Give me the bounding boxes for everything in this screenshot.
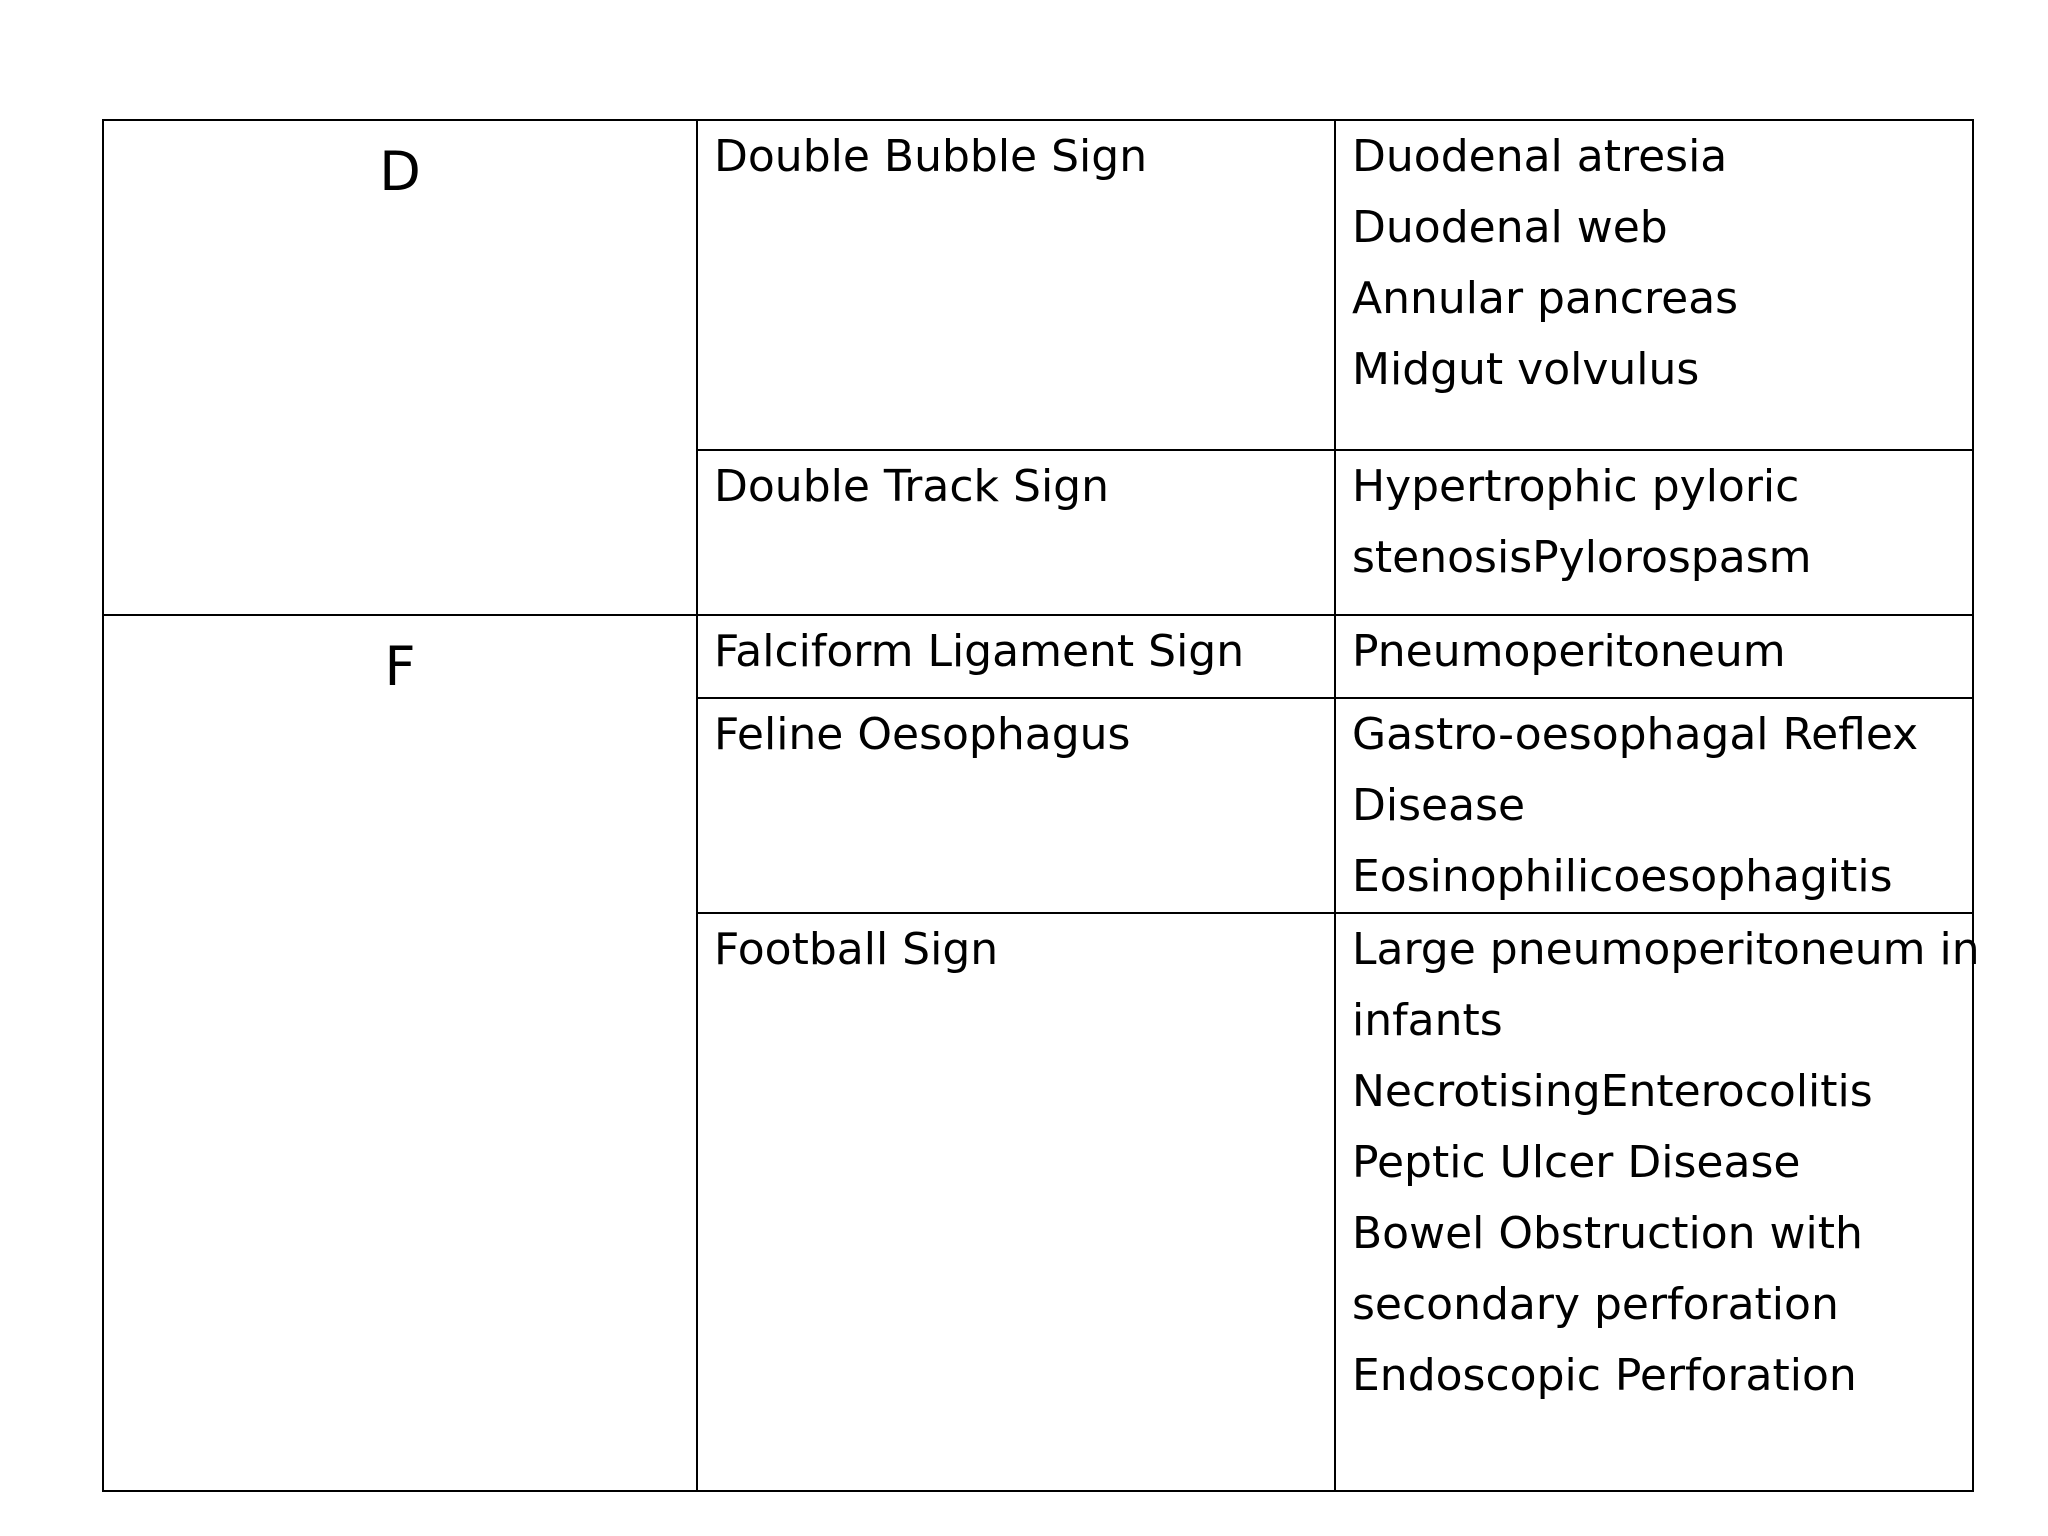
sign-name: Football Sign (714, 924, 999, 975)
cause-item: Eosinophilicoesophagitis (1352, 851, 1893, 902)
cause-item: Large pneumoperitoneum in (1352, 924, 1980, 975)
sign-cell (697, 913, 1335, 1491)
cause-item: Pneumoperitoneum (1352, 626, 1786, 677)
causes-cell (1335, 450, 1973, 615)
sign-cell (697, 450, 1335, 615)
radiology-signs-table (102, 119, 1980, 1492)
sign-cell (697, 120, 1335, 450)
sign-cell (697, 698, 1335, 913)
causes-cell (1335, 698, 1973, 913)
cause-item: Gastro-oesophagal Reflex (1352, 709, 1919, 760)
sign-name: Falciform Ligament Sign (714, 626, 1245, 677)
cause-item: Endoscopic Perforation (1352, 1350, 1857, 1401)
causes-cell (1335, 913, 1980, 1491)
cause-item: infants (1352, 995, 1503, 1046)
cause-item: Peptic Ulcer Disease (1352, 1137, 1801, 1188)
letter-cell-f (103, 615, 697, 1491)
cause-item: NecrotisingEnterocolitis (1352, 1066, 1873, 1117)
sign-name: Double Track Sign (714, 461, 1109, 512)
causes-cell (1335, 120, 1973, 450)
cause-item: secondary perforation (1352, 1279, 1839, 1330)
group-letter: F (384, 635, 416, 698)
cause-item: stenosisPylorospasm (1352, 532, 1812, 583)
cause-item: Duodenal atresia (1352, 131, 1728, 182)
letter-cell-d (103, 120, 697, 615)
group-letter: D (379, 140, 421, 203)
table-row (103, 615, 1973, 698)
table-row (103, 120, 1973, 450)
cause-item: Bowel Obstruction with (1352, 1208, 1863, 1259)
cause-item: Midgut volvulus (1352, 344, 1700, 395)
sign-name: Feline Oesophagus (714, 709, 1131, 760)
sign-name: Double Bubble Sign (714, 131, 1148, 182)
sign-cell (697, 615, 1335, 698)
causes-cell (1335, 615, 1973, 698)
cause-item: Disease (1352, 780, 1526, 831)
cause-item: Hypertrophic pyloric (1352, 461, 1800, 512)
cause-item: Duodenal web (1352, 202, 1668, 253)
cause-item: Annular pancreas (1352, 273, 1739, 324)
